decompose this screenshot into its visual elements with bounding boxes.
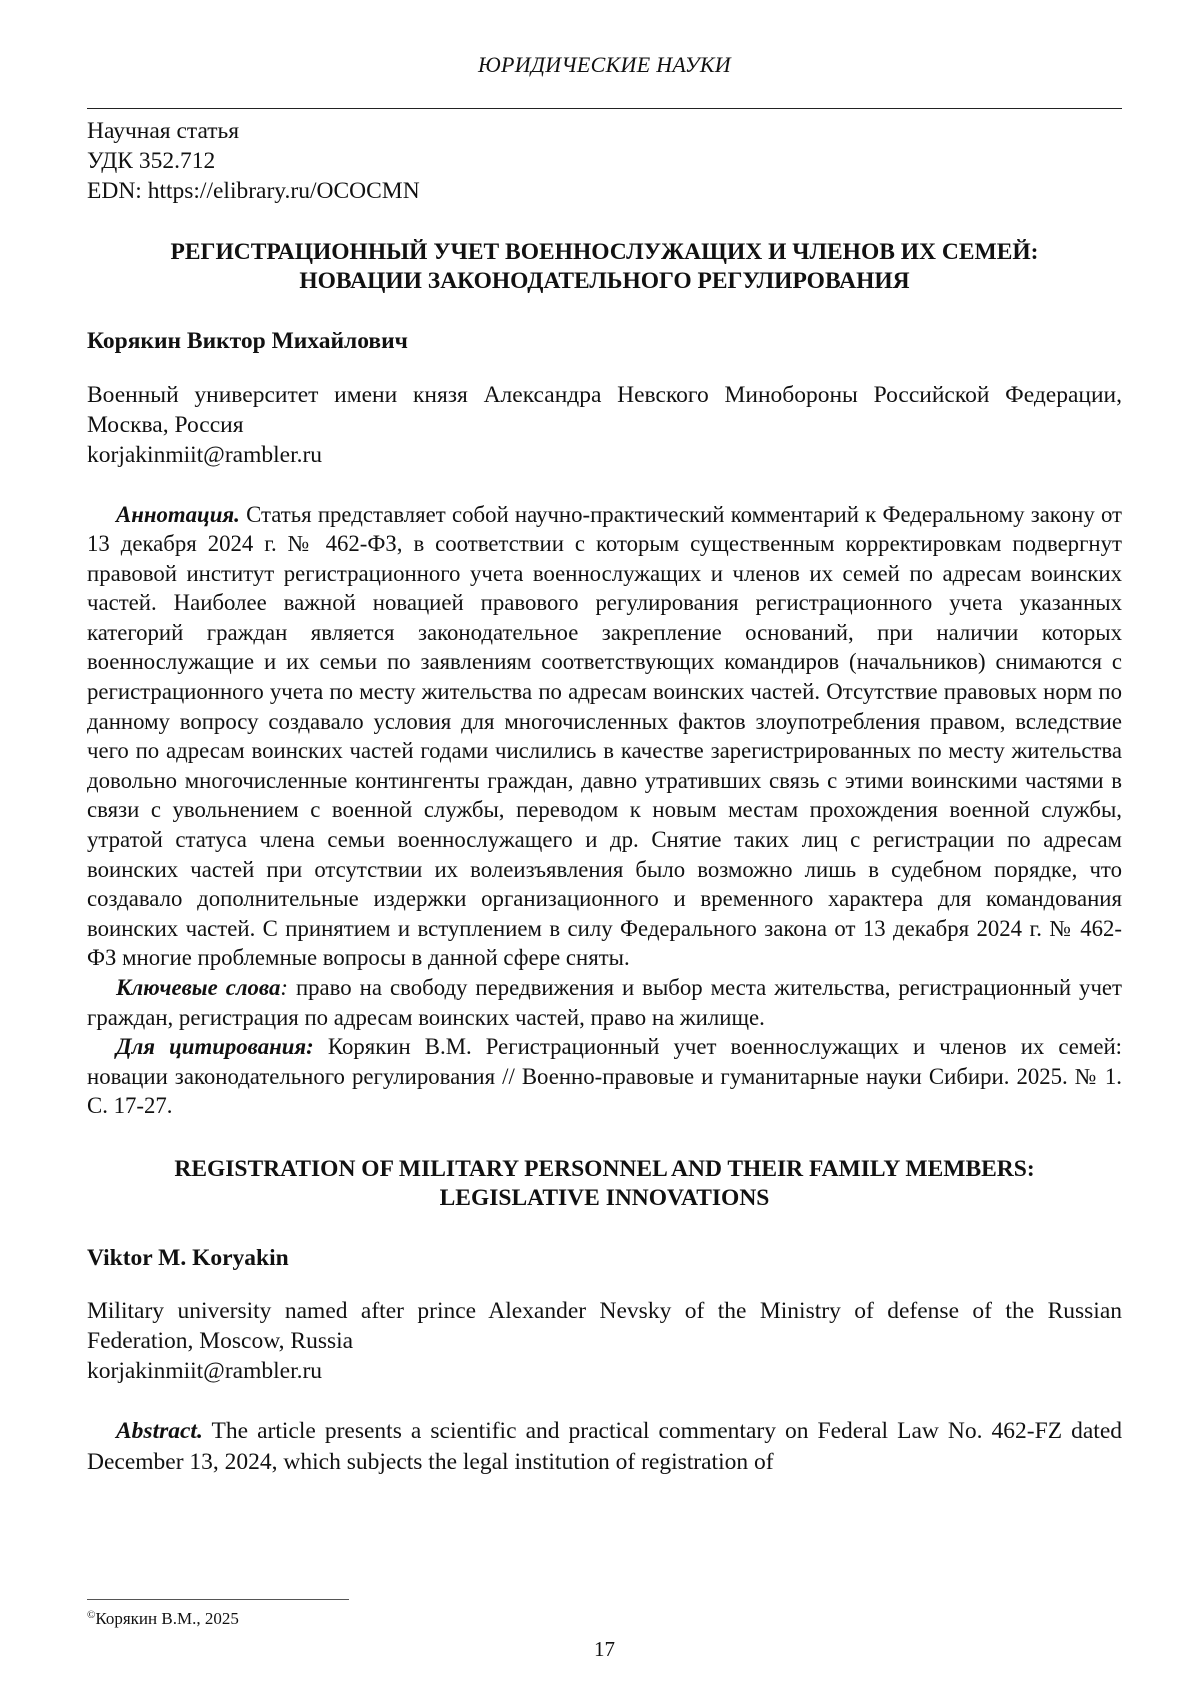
abstract-label-en: Abstract. bbox=[116, 1418, 203, 1445]
keywords-text-ru: право на свободу передвижения и выбор места жительства, регистрационный учет граждан, регистрация по адресам воинских частей, право на жилище. bbox=[87, 975, 1122, 1030]
author-name-en: Viktor M. Koryakin bbox=[87, 1244, 289, 1271]
abstract-en bbox=[87, 1416, 1122, 1478]
citation-label-ru: Для цитирования: bbox=[116, 1034, 314, 1060]
article-title-en bbox=[87, 1155, 1122, 1213]
author-name-ru: Корякин Виктор Михайлович bbox=[87, 328, 408, 354]
header-rule bbox=[87, 108, 1122, 109]
footnote-rule bbox=[87, 1599, 349, 1600]
title-en-line-2: LEGISLATIVE INNOVATIONS bbox=[439, 1184, 770, 1211]
running-header: ЮРИДИЧЕСКИЕ НАУКИ bbox=[478, 52, 731, 77]
citation-text-ru: Корякин В.М. Регистрационный учет военнослужащих и членов их семей: новации законодательного регулирования // Военно-правовые и гуманитарные науки Сибири. 2025. № 1. С. 17-27. bbox=[87, 1034, 1122, 1119]
author-email-ru: korjakinmiit@rambler.ru bbox=[87, 441, 323, 468]
abstract-block-ru bbox=[87, 500, 1122, 1121]
keywords-colon-ru: : bbox=[280, 975, 288, 1000]
copyright-footnote bbox=[87, 1604, 239, 1630]
footnote-mark: © bbox=[87, 1609, 96, 1621]
article-page bbox=[87, 0, 1122, 1697]
author-affiliation-ru: Военный университет имени князя Александра Невского Минобороны Российской Федерации, Москва, Россия bbox=[87, 381, 1122, 438]
keywords-label-ru: Ключевые слова bbox=[116, 975, 281, 1000]
title-ru-line-1: РЕГИСТРАЦИОННЫЙ УЧЕТ ВОЕННОСЛУЖАЩИХ И ЧЛЕНОВ ИХ СЕМЕЙ: bbox=[170, 239, 1039, 265]
article-title-ru bbox=[87, 238, 1122, 296]
title-ru-line-2: НОВАЦИИ ЗАКОНОДАТЕЛЬНОГО РЕГУЛИРОВАНИЯ bbox=[299, 268, 910, 294]
citation-ru bbox=[87, 1032, 1122, 1121]
footnote-text: Корякин В.М., 2025 bbox=[95, 1609, 239, 1628]
edn-link: EDN: https://elibrary.ru/OCOCMN bbox=[87, 178, 420, 204]
abstract-block-en bbox=[87, 1416, 1122, 1478]
page-number: 17 bbox=[594, 1637, 615, 1661]
udc-code: УДК 352.712 bbox=[87, 148, 216, 174]
abstract-text-ru: Статья представляет собой научно-практический комментарий к Федеральному закону от 13 декабря 2024 г. № 462-ФЗ, в соответствии с которым существенным корректировкам подвергнут правовой институт регистрационного учета военнослужащих и членов их семей по адресам воинских частей. Наиболее важной новацией правового регулирования регистрационного учета указанных категорий граждан является законодательное закрепление оснований, при наличии которых военнослужащие и их семьи по заявлениям соответствующих командиров (начальников) снимаются с регистрационного учета по месту жительства по адресам воинских частей. Отсутствие правовых норм по данному вопросу создавало условия для многочисленных фактов злоупотребления правом, вследствие чего по адресам воинских частей годами числились в качестве зарегистрированных по месту жительства довольно многочисленные контингенты граждан, давно утративших связь с этими воинскими частями в связи с увольнением с военной службы, переводом к новым местам прохождения военной службы, утратой статуса члена семьи военнослужащего и др. Снятие таких лиц с регистрации по адресам воинских частей при отсутствии их волеизъявления было возможно лишь в судебном порядке, что создавало дополнительные издержки организационного и временного характера для командования воинских частей. С принятием и вступлением в силу Федерального закона от 13 декабря 2024 г. № 462-ФЗ многие проблемные вопросы в данной сфере сняты. bbox=[87, 501, 1123, 971]
author-affiliation-en: Military university named after prince Alexander Nevsky of the Ministry of defense of the Russian Federation, Moscow, Russia bbox=[87, 1298, 1122, 1355]
title-en-line-1: REGISTRATION OF MILITARY PERSONNEL AND THEIR FAMILY MEMBERS: bbox=[174, 1155, 1035, 1182]
abstract-label-ru: Аннотация. bbox=[116, 501, 240, 527]
abstract-text-en: The article presents a scientific and practical commentary on Federal Law No. 462-FZ dated December 13, 2024, which subjects the legal institution of registration of bbox=[87, 1418, 1122, 1476]
article-content bbox=[87, 116, 1122, 1478]
author-email-en: korjakinmiit@rambler.ru bbox=[87, 1358, 323, 1385]
abstract-ru bbox=[87, 500, 1122, 974]
keywords-ru bbox=[87, 973, 1122, 1032]
article-type: Научная статья bbox=[87, 118, 240, 144]
